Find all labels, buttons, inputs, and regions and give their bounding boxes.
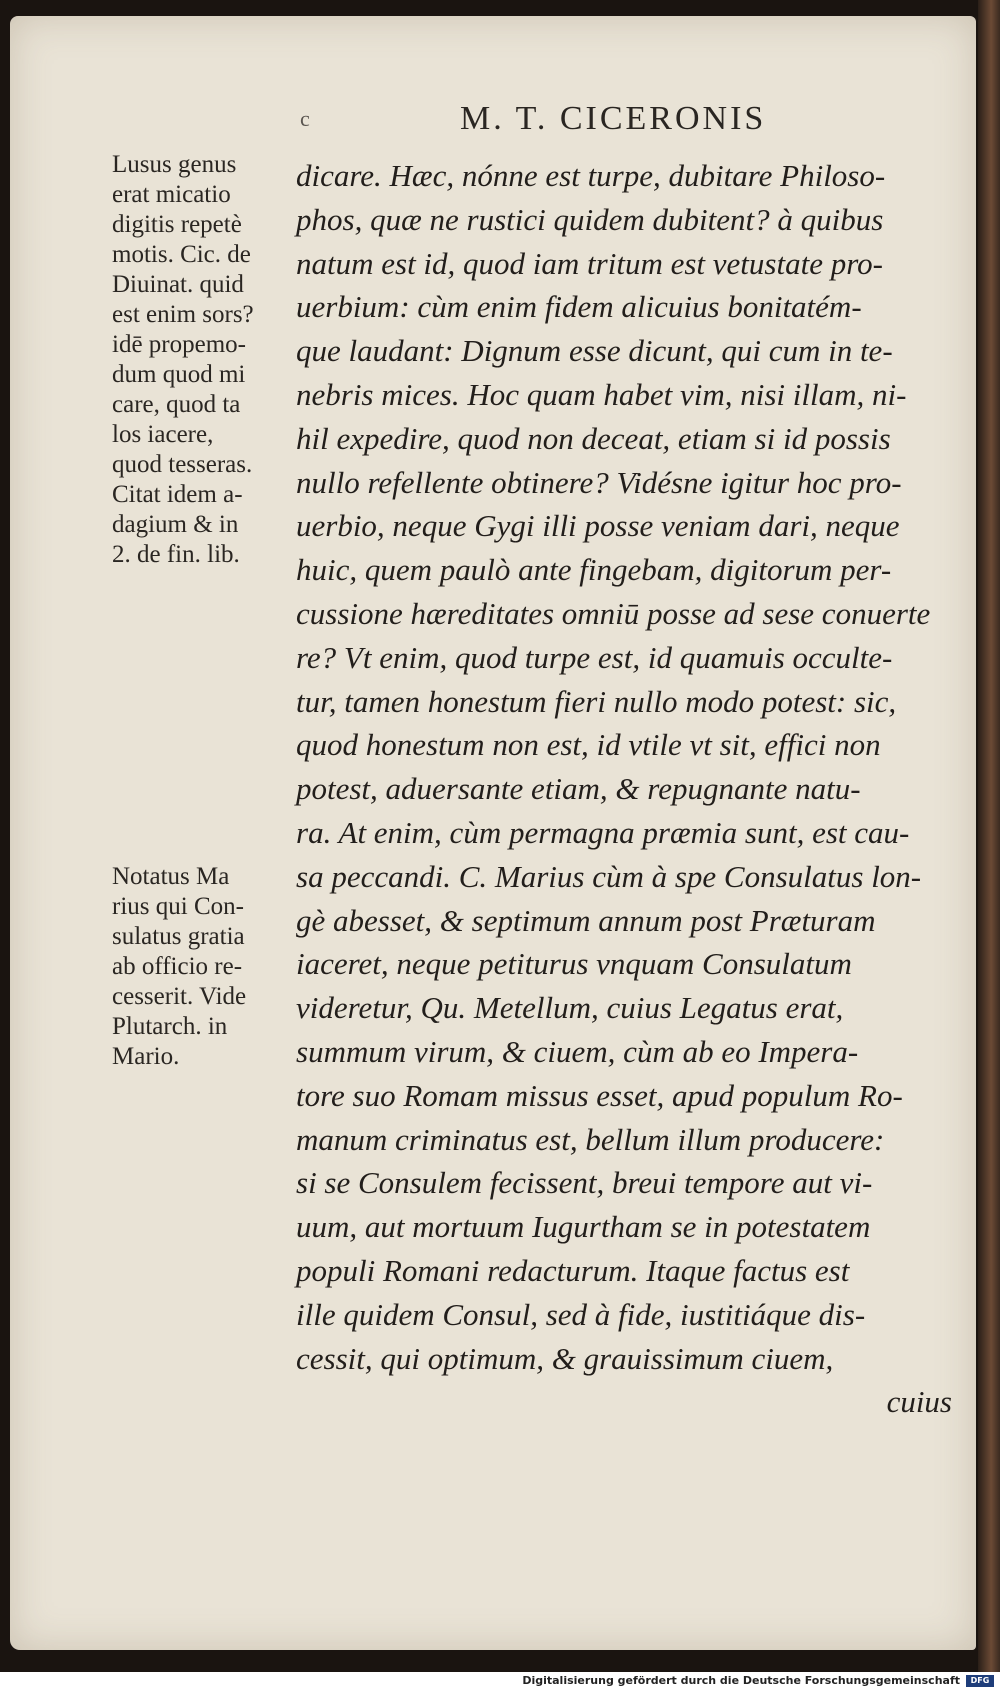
note-line: Plutarch. in [112,1013,228,1040]
note-line: los iacere, [112,421,214,448]
funding-notice: Digitalisierung gefördert durch die Deutsche Forschungsgemeinschaft [522,1674,960,1687]
note-line: Lusus genus [112,151,237,178]
note-line: care, quod ta [112,391,241,418]
text-line: gè abesset, & septimum annum post Præturam [296,902,876,938]
note-line: est enim sors? [112,301,254,328]
text-line: quod honestum non est, id vtile vt sit, effici non [296,727,881,763]
note-line: erat micatio [112,181,231,208]
text-line: natum est id, quod iam tritum est vetustate pro- [296,245,883,281]
text-line: phos, quæ ne rustici quidem dubitent? à quibus [296,201,884,237]
note-line: quod tesseras. [112,451,253,478]
note-line: cesserit. Vide [112,983,247,1010]
text-line: ra. At enim, cùm permagna præmia sunt, est cau- [296,814,910,850]
text-line: videretur, Qu. Metellum, cuius Legatus erat, [296,990,844,1026]
text-line: ille quidem Consul, sed à fide, iustitiáque dis- [296,1296,866,1332]
book-edge [978,0,1000,1672]
note-line: idē propemo- [112,331,246,358]
note-line: rius qui Con- [112,893,244,920]
running-head: M. T. CICERONIS [460,100,767,137]
text-line: uum, aut mortuum Iugurtham se in potestatem [296,1209,871,1245]
note-line: Citat idem a- [112,481,243,508]
note-line: Notatus Ma [112,863,230,890]
margin-note-lusus [112,150,254,570]
note-line: 2. de fin. lib. [112,541,240,568]
main-text-block [296,154,966,1424]
text-line: sa peccandi. C. Marius cùm à spe Consulatus lon- [296,858,922,894]
note-line: Mario. [112,1043,180,1070]
text-line: iaceret, neque petiturus vnquam Consulatum [296,946,852,982]
text-line: nebris mices. Hoc quam habet vim, nisi illam, ni- [296,376,907,412]
head-mark: c [300,106,310,131]
note-line: dum quod mi [112,361,246,388]
note-line: ab officio re- [112,953,243,980]
text-line: manum criminatus est, bellum illum producere: [296,1121,885,1157]
note-line: digitis repetè [112,211,242,238]
text-line: uerbium: cùm enim fidem alicuius bonitatém- [296,289,862,325]
text-line: populi Romani redacturum. Itaque factus est [296,1252,850,1288]
margin-note-marius [112,862,246,1072]
text-line: potest, aduersante etiam, & repugnante natu- [296,771,861,807]
note-line: sulatus gratia [112,923,245,950]
text-line: que laudant: Dignum esse dicunt, qui cum in te- [296,333,893,369]
text-line: dicare. Hæc, nónne est turpe, dubitare Philoso- [296,158,886,193]
text-line: tore suo Romam missus esset, apud populum Ro- [296,1077,903,1113]
text-line: cessit, qui optimum, & grauissimum ciuem, [296,1340,834,1376]
text-line: tur, tamen honestum fieri nullo modo potest: sic, [296,683,897,719]
text-line: hil expedire, quod non deceat, etiam si id possis [296,420,891,456]
note-line: Diuinat. quid [112,271,244,298]
text-line: cussione hæreditates omniū posse ad sese conuerte [296,595,931,631]
text-line: huic, quem paulò ante fingebam, digitorum per- [296,552,892,588]
text-line: uerbio, neque Gygi illi posse veniam dari, neque [296,508,900,544]
footer-bar [0,1672,1000,1690]
catchword: cuius [886,1384,952,1420]
dfg-logo: DFG [966,1675,994,1687]
note-line: motis. Cic. de [112,241,251,268]
text-line: summum virum, & ciuem, cùm ab eo Impera- [296,1033,859,1069]
note-line: dagium & in [112,511,239,538]
text-line: re? Vt enim, quod turpe est, id quamuis occulte- [296,639,893,675]
text-line: nullo refellente obtinere? Vidésne igitur hoc pro- [296,464,902,500]
text-line: si se Consulem fecissent, breui tempore aut vi- [296,1165,873,1201]
